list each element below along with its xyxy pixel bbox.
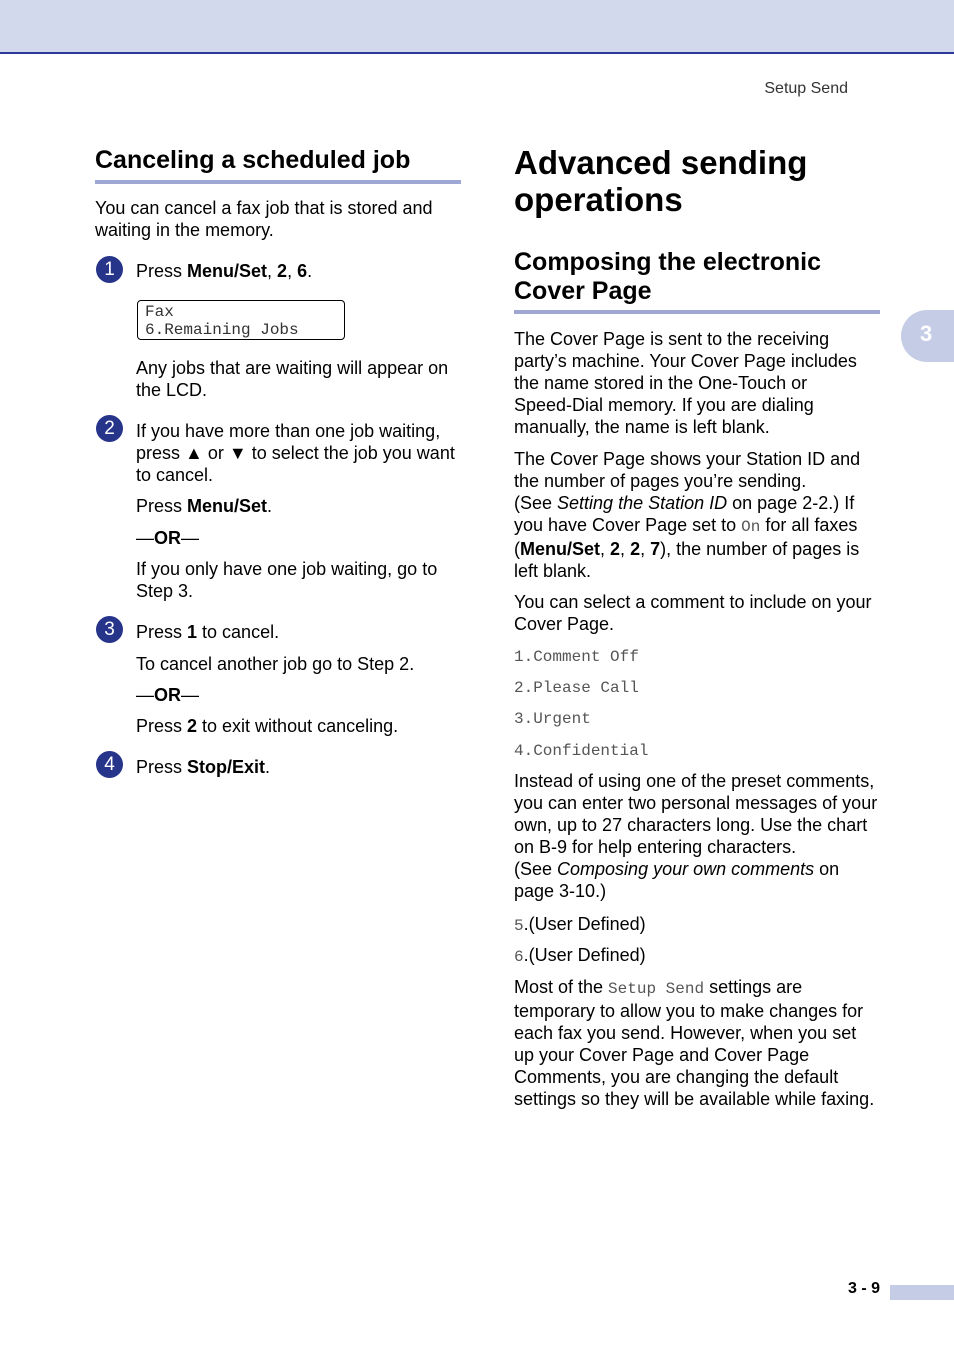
lcd-line-2: 6.Remaining Jobs bbox=[145, 321, 299, 339]
running-header: Setup Send bbox=[764, 80, 848, 97]
comment-option: 3.Urgent bbox=[514, 710, 591, 728]
footer-bar bbox=[890, 1285, 954, 1300]
step-4-text: Press Stop/Exit. bbox=[136, 757, 271, 777]
step-1-text: Press Menu/Set, 2, 6. bbox=[136, 261, 313, 281]
chapter-tab: 3 bbox=[901, 310, 954, 362]
section-title: Canceling a scheduled job bbox=[95, 146, 411, 174]
cover-page-intro: The Cover Page is sent to the receiving party’s machine. Your Cover Page includes the name stored in the One-Touch or Speed-Dial memory. If you are dialing manually, the name is left blank. bbox=[514, 329, 857, 437]
personal-messages-paragraph: Instead of using one of the preset comments, you can enter two personal messages of your own, up to 27 characters long. Use the chart on B-9 for help entering characters. (See Composing your own comments on page 3-10.) bbox=[514, 771, 878, 901]
title-underline bbox=[95, 180, 461, 184]
chapter-heading: Advanced sending operations bbox=[514, 144, 808, 218]
comment-option: 4.Confidential bbox=[514, 742, 649, 760]
station-id-paragraph: The Cover Page shows your Station ID and the number of pages you’re sending. (See Setting the Station ID on page 2-2.) If you have Cover Page set to On for all faxes (Menu/Set, 2, 2, 7), the number of pages is left blank. bbox=[514, 449, 861, 581]
lcd-note: Any jobs that are waiting will appear on the LCD. bbox=[136, 358, 449, 400]
step-2-alt: If you only have one job waiting, go to Step 3. bbox=[136, 559, 438, 601]
subsection-title: Composing the electronic Cover Page bbox=[514, 248, 821, 305]
lcd-line-1: Fax bbox=[145, 303, 174, 321]
step-2-text: If you have more than one job waiting, press ▲ or ▼ to select the job you want to cancel. bbox=[136, 421, 455, 485]
intro-paragraph: You can cancel a fax job that is stored and waiting in the memory. bbox=[95, 198, 433, 240]
step-3-text: Press 1 to cancel. bbox=[136, 622, 280, 642]
step-4-badge: 4 bbox=[96, 751, 123, 778]
or-divider: —OR— bbox=[136, 528, 199, 548]
page-number: 3 - 9 bbox=[848, 1280, 881, 1297]
step-1-badge: 1 bbox=[96, 256, 123, 283]
top-band bbox=[0, 0, 954, 54]
step-2-badge: 2 bbox=[96, 415, 123, 442]
step-3-exit: Press 2 to exit without canceling. bbox=[136, 716, 399, 736]
settings-paragraph: Most of the Setup Send settings are temporary to allow you to make changes for each fax you send. However, when you set up your Cover Page and Cover Page Comments, you are changing the default settings so they will be available while faxing. bbox=[514, 977, 875, 1109]
down-arrow-icon: ▼ bbox=[228, 443, 247, 463]
subtitle-underline bbox=[514, 310, 880, 314]
user-defined-option: 6.(User Defined) bbox=[514, 945, 646, 966]
or-divider: —OR— bbox=[136, 685, 199, 705]
step-2-press-menu: Press Menu/Set. bbox=[136, 496, 273, 516]
step-3-another: To cancel another job go to Step 2. bbox=[136, 654, 415, 674]
lcd-display bbox=[137, 300, 345, 340]
comment-option: 2.Please Call bbox=[514, 679, 639, 697]
step-3-badge: 3 bbox=[96, 616, 123, 643]
user-defined-option: 5.(User Defined) bbox=[514, 914, 646, 935]
comment-intro: You can select a comment to include on your Cover Page. bbox=[514, 592, 872, 634]
comment-option: 1.Comment Off bbox=[514, 648, 639, 666]
up-arrow-icon: ▲ bbox=[185, 443, 203, 463]
